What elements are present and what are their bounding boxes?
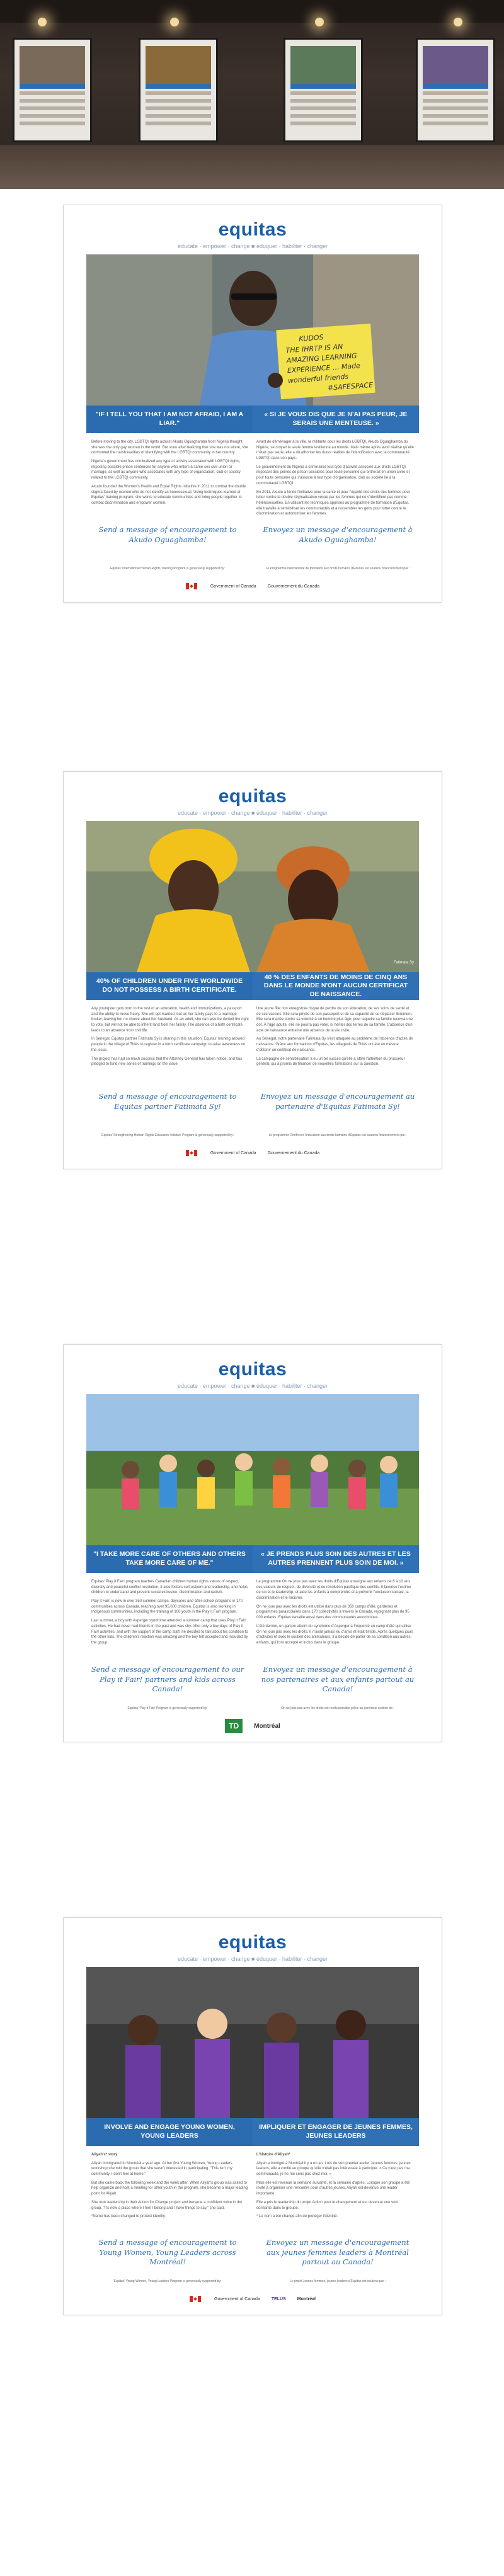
sign-text: KUDOS [298, 333, 324, 343]
sponsor-name: Montréal [297, 2296, 316, 2301]
sponsor-name: Government of Canada [210, 1150, 256, 1155]
paragraph: On ne joue pas avec les droits est utilisé dans plus de 350 camps d'été, garderies et programmes parascolaires dans 170 collectivités à travers le Canada, rejoignant plus de 95 000 enfants. Equitas travaille aussi dans des communautés autochtones. [256, 1604, 410, 1620]
support-note-fr: On ne joue pas avec les droits est rendu possible grâce au généreux soutien de : [281, 1706, 394, 1710]
gallery-photo [0, 0, 504, 189]
paragraph: Last summer, a boy with Asperger syndrome attended a summer camp that uses Play it Fair! activities. He had never had friends in the past and was shy. After only a few days of Play it Fair! activities, and with the support of the camp staff, he decided to talk about his condition to the other kids. The children's reaction was amazing and the boy felt accepted and included by the group. [91, 1619, 248, 1645]
tagline: educate · empower · change ■ éduquer · habiliter · changer [177, 1383, 328, 1389]
banner-fr: « JE PRENDS PLUS SOIN DES AUTRES ET LES AUTRES PRENNENT PLUS SOIN DE MOI. » [253, 1545, 419, 1573]
paragraph: En 2011, Akudo a fondé l'initiative pour la santé et pour l'égalité des droits des femmes pour lutter contre la double stigmatisation vécue par les femmes qui ne s'identifient pas comme hétérosexuelles. En utilisant les techniques apprises au programme de formation d'Equitas, elle travaille à sensibiliser les communautés et à rassembler les gens pour lutter contre la discrimination et autonomiser les femmes. [256, 490, 410, 516]
sponsor-name: Government of Canada [214, 2296, 260, 2301]
paragraph: She took leadership in their Action for Change project and became a confident voice in the group. "It's now a place where I feel I belong and I have things to say," she said. [91, 2200, 243, 2210]
banner-en: 40% OF CHILDREN UNDER FIVE WORLDWIDE DO NOT POSSESS A BIRTH CERTIFICATE. [86, 972, 253, 1000]
body-fr [256, 1579, 414, 1649]
sign-text: #SAFESPACE [327, 380, 374, 392]
body-en [91, 1579, 249, 1649]
poster-photo [86, 821, 419, 972]
canada-flag-icon [190, 2296, 203, 2302]
body-en [91, 1006, 249, 1070]
sponsor-logos [86, 579, 419, 593]
td-logo: TD [225, 1719, 243, 1733]
poster-photo [86, 1967, 419, 2118]
ceiling-lamp [454, 18, 462, 26]
gallery-floor [0, 145, 504, 189]
equitas-logo: equitas [218, 786, 287, 807]
exhibit-panel [284, 38, 363, 142]
support-note-fr: Le projet Jeunes femmes, jeunes leaders d'Equitas est soutenu par : [290, 2279, 386, 2283]
equitas-logo: equitas [218, 1359, 287, 1380]
call-to-action-fr: Envoyez un message d'encouragement au partenaire d'Equitas Fatimata Sy! [260, 1092, 415, 1111]
equitas-logo: equitas [218, 1932, 287, 1953]
poster-photo [86, 1394, 419, 1545]
sponsor-name: Gouvernement du Canada [267, 584, 320, 589]
sponsor-name: Montréal [254, 1722, 280, 1730]
paragraph: Before moving to the city, LGBTQI rights activist Akudo Oguaghamba from Nigeria thought she was the only gay woman in the world. But soon after realizing that she was not alone, she confronted the harsh realities of identifying with the LGBTQI community in her country. [91, 440, 248, 455]
sponsor-logos [86, 1146, 419, 1160]
paragraph: Au Sénégal, notre partenaire Fatimata Sy s'est attaquée au problème de l'absence d'actes de naissance. Grâce aux formations d'Equitas, les villageois de Thiès ont été en mesure d'obtenir un certificat de naissance. [256, 1037, 413, 1052]
sign-text: AMAZING LEARNING [286, 351, 357, 365]
call-to-action-en: Send a message of encouragement to Equitas partner Fatimata Sy! [98, 1092, 237, 1111]
sponsor-logos [86, 2292, 419, 2306]
paragraph: Une jeune fille non enregistrée risque de perdre de son éducation, de ses soins de santé et de ses vaccins. Elle sera privée de son passeport et de sa capacité de se déplacer librement. Elle sera mariée contre sa volonté à un homme plus âgé, pour laquelle sa famille recevra une dot. À l'âge adulte, elle ne pourra pas voter, ni hériter des terres de sa famille. L'absence d'un acte de naissance entraîne une absence de la vie civile. [256, 1007, 413, 1033]
banner-fr: « SI JE VOUS DIS QUE JE N'AI PAS PEUR, JE SERAIS UNE MENTEUSE. » [253, 406, 419, 433]
banner-en: INVOLVE AND ENGAGE YOUNG WOMEN, YOUNG LEADERS [86, 2118, 253, 2146]
poster-fatimata [63, 771, 442, 1169]
exhibit-panel [416, 38, 495, 142]
body-en [91, 440, 249, 509]
exhibit-panel [139, 38, 218, 142]
ceiling-lamp [315, 18, 324, 26]
paragraph: Akudo founded the Women's Health and Equal Rights Initiative in 2011 to combat the double stigma faced by women who do not identify as heterosexual. Using techniques learned at Equitas' training program, she works to educate communities and bring people together to combat discrimination and empower women. [91, 484, 246, 505]
support-note-en: Equitas' Young Women, Young Leaders Program is generously supported by: [113, 2279, 222, 2283]
call-to-action-en: Send a message of encouragement to Akudo Oguaghamba! [98, 525, 237, 544]
tagline: educate · empower · change ■ éduquer · habiliter · changer [177, 243, 328, 249]
paragraph: Elle a pris le leadership du projet Action pour le changement et est devenue une voix confiante dans le groupe. [256, 2200, 398, 2210]
call-to-action-fr: Envoyez un message d'encouragement à Akudo Oguaghamba! [263, 525, 413, 544]
support-note-en: Equitas' International Human Rights Training Program is generously supported by: [110, 567, 225, 570]
photo-credit: Fatimata Sy [393, 961, 414, 965]
banner-fr: IMPLIQUER ET ENGAGER DE JEUNES FEMMES, JEUNES LEADERS [253, 2118, 419, 2146]
paragraph: Any youngster gets born to the rest of an education, health and immunizations, a passport and the ability to move freely. She will get married, but as her family pays to a marriage broker, leaving her no choice about her husband. As an adult, she can also be denied the right to vote, but will not be able to inherit land from her family. The absence of a birth certificate leads to an absence from civil life. [91, 1007, 249, 1033]
paragraph: Play it Fair! is now in over 350 summer camps, daycares and after-school programs in 170 communities across Canada, reaching over 95,000 children. Equitas is also working in Indigenous communities, including the training of 100 youth in the Play it Fair! program. [91, 1599, 243, 1614]
paragraph: L'été dernier, un garçon atteint du syndrome d'Asperger a fréquenté un camp d'été qui utilise On ne joue pas avec les droits. Il n'avait jamais eu d'amis et était timide. Après quelques jours d'activités et avec le soutien des animateurs, il a décidé de parler de sa condition aux autres enfants, qui l'ont accepté et inclus dans le groupe. [256, 1624, 413, 1645]
paragraph: Le gouvernement du Nigéria a criminalisé tout type d'activité associée aux droits LGBTQI, imposant des peines de prison possibles pour toute personne qui entrerait en union civile et pour toute personne qui s'associe à tout type d'organisation, club ou société lié à la communauté LGBTQI. [256, 465, 410, 485]
sponsor-name: TELUS [271, 2296, 286, 2301]
paragraph: L'histoire d'Aliyah* [256, 2153, 290, 2157]
banner-en: "IF I TELL YOU THAT I AM NOT AFRAID, I AM A LIAR." [86, 406, 253, 433]
support-note-en: Equitas' Strengthening Human Rights Education Initiative Program is generously supported by: [101, 1133, 234, 1137]
paragraph: In Senegal, Equitas partner Fatimata Sy is sharing in this situation. Equitas' training allowed people in the village of Thiès to register in a birth certificate campaign to raise awareness on the issue. [91, 1037, 246, 1052]
banner-en: "I TAKE MORE CARE OF OTHERS AND OTHERS TAKE MORE CARE OF ME." [86, 1545, 253, 1573]
paragraph: Mais elle est revenue la semaine suivante, et la semaine d'après. Lorsque son groupe a été invité à organiser une rencontre pour d'autres jeunes, Aliyah est devenue une leader importante. [256, 2181, 410, 2196]
body-en [91, 2152, 249, 2223]
ceiling-lamp [170, 18, 179, 26]
equitas-logo: equitas [218, 219, 287, 240]
canada-flag-icon [186, 583, 199, 589]
sign-text: EXPERIENCE ... Made [287, 361, 361, 375]
paragraph: Aliyah a immigré à Montréal il y a un an. Lors de son premier atelier Jeunes femmes, jeunes leaders, elle a confié au groupe qu'elle n'était pas intéressée à participer. « Ce n'est pas ma communauté, je ne me sens pas chez moi. » [256, 2161, 411, 2177]
paragraph: Nigeria's government has criminalized any type of activity associated with LGBTQI rights, imposing possible prison sentences for anyone who enters a same-sex civil union or marriage, as well as anyone who associates with any type of organization, club or society related to the LGBTQI community. [91, 460, 241, 480]
paragraph: Aliyah immigrated to Montréal a year ago. At her first Young Women, Young Leaders workshop she told the group that she wasn't interested in participating. "This isn't my community, I don't feel at home." [91, 2161, 232, 2177]
paragraph: *Name has been changed to protect identity. [91, 2215, 166, 2219]
body-fr [256, 1006, 414, 1070]
sponsor-logos [86, 1719, 419, 1733]
sign-text: THE IHRTP IS AN [285, 343, 343, 355]
canada-flag-icon [186, 1150, 199, 1156]
paragraph: But she came back the following week and the week after. When Aliyah's group was asked to help organize and host a meeting for other youth in the program, she became a major leading point for Aliyah. [91, 2181, 248, 2196]
paragraph: The project has had so much success that the Attorney General has taken notice, and has pledged to fund new series of trainings on the issue. [91, 1057, 243, 1067]
poster-play-it-fair [63, 1344, 442, 1742]
paragraph: Aliyah's* story [91, 2153, 118, 2157]
exhibit-panel [13, 38, 92, 142]
paragraph: La campagne de sensibilisation a eu un tel succès qu'elle a attiré l'attention du procureur général, qui a promis de financer de nouvelles formations sur la question. [256, 1057, 405, 1067]
call-to-action-en: Send a message of encouragement to Young Women, Young Leaders across Montréal! [98, 2238, 237, 2267]
support-note-fr: Le programme Renforcer l'éducation aux droits humains d'Equitas est soutenu financièrement par : [268, 1133, 407, 1137]
poster-photo [86, 254, 419, 406]
ceiling-beam [0, 0, 504, 23]
sponsor-name: Gouvernement du Canada [267, 1150, 320, 1155]
poster-akudo [63, 205, 442, 603]
call-to-action-fr: Envoyez un message d'encouragement aux jeunes femmes leaders à Montréal partout au Canada! [266, 2238, 410, 2267]
sponsor-name: Government of Canada [210, 584, 256, 589]
paragraph: * Le nom a été changé afin de protéger l'identité. [256, 2215, 338, 2219]
paragraph: Avant de déménager à la ville, la militante pour les droits LGBTQI, Akudo Oguaghamba du Nigéria, se croyait la seule femme lesbienne au monde. Mais même après avoir réalisé qu'elle n'était pas seule, elle a dû affronter les dures réalités de l'identification avec la communauté LGBTQI dans son pays. [256, 440, 414, 461]
body-fr [256, 440, 414, 520]
ceiling-lamp [38, 18, 47, 26]
call-to-action-fr: Envoyez un message d'encouragement à nos partenaires et aux enfants partout au Canada! [261, 1665, 415, 1694]
tagline: educate · empower · change ■ éduquer · habiliter · changer [177, 810, 328, 816]
body-fr [256, 2152, 414, 2223]
paragraph: Equitas' Play it Fair! program teaches Canadian children human rights values of respect, diversity and peaceful conflict resolution. It also fosters self-esteem and leadership, and helps children to understand and prevent social exclusion, discrimination and racism. [91, 1580, 248, 1595]
tagline: educate · empower · change ■ éduquer · habiliter · changer [177, 1956, 328, 1962]
banner-fr: 40 % DES ENFANTS DE MOINS DE CINQ ANS DANS LE MONDE N'ONT AUCUN CERTIFICAT DE NAISSANCE. [253, 972, 419, 1000]
support-note-fr: Le Programme international de formation aux droits humains d'Equitas est soutenu financièrement par : [265, 567, 410, 570]
call-to-action-en: Send a message of encouragement to our Play it Fair! partners and kids across Canada! [91, 1665, 244, 1694]
sign-text: wonderful friends [287, 372, 349, 385]
support-note-en: Equitas' Play it Fair! Program is generously supported by: [127, 1706, 208, 1710]
paragraph: Le programme On ne joue pas avec les droits d'Equitas enseigne aux enfants de 6 à 12 ans des valeurs de respect, de diversité et de résolution pacifique des conflits. Il favorise l'estime de soi et le leadership, et aide les enfants à comprendre et à prévenir l'exclusion sociale, la discrimination et le racisme. [256, 1580, 411, 1601]
poster-young-women [63, 1917, 442, 2315]
